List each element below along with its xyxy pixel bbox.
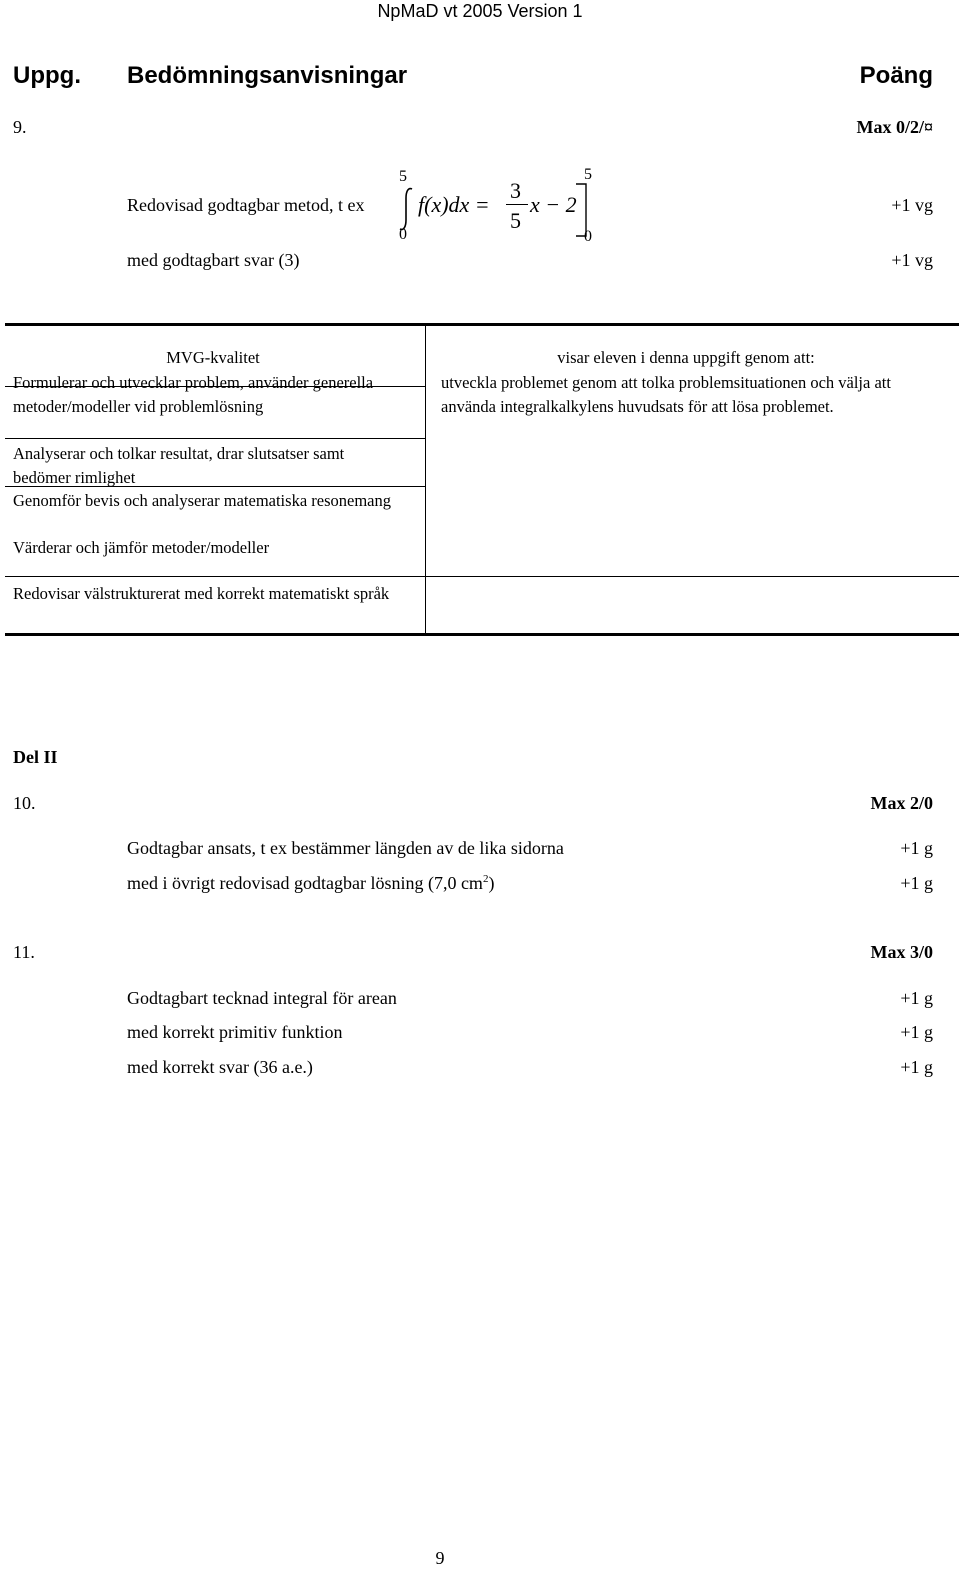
- unit-exponent: 2: [482, 873, 489, 885]
- mvg-criterion: Värderar och jämför metoder/modeller: [13, 538, 270, 557]
- table-row-divider: [425, 576, 959, 577]
- mvg-right-heading: visar eleven i denna uppgift genom att:: [557, 348, 815, 367]
- task-10-number: 10.: [13, 793, 36, 813]
- task-11-criterion-points: +1 g: [900, 988, 933, 1008]
- task-11-criterion: Godtagbart tecknad integral för arean: [127, 988, 397, 1008]
- task-9-criterion-answer: med godtagbart svar (3): [127, 250, 300, 270]
- mvg-criterion: Analyserar och tolkar resultat, drar slutsatser samt bedömer rimlighet: [13, 444, 345, 487]
- task-9-max: Max 0/2/¤: [856, 117, 933, 137]
- task-11-criterion: med korrekt svar (36 a.e.): [127, 1057, 313, 1077]
- task-11-number: 11.: [13, 942, 35, 962]
- task-9-criterion-method-points: +1 vg: [891, 195, 933, 215]
- document-header: NpMaD vt 2005 Version 1: [377, 1, 583, 21]
- formula-tail: x − 2: [530, 192, 577, 217]
- mvg-criterion: Genomför bevis och analyserar matematiska resonemang: [13, 491, 391, 510]
- page-number: 9: [435, 1548, 445, 1568]
- criterion-text-end: ): [488, 873, 495, 893]
- column-task-title: Uppg.: [13, 62, 81, 89]
- task-11-criterion-points: +1 g: [900, 1022, 933, 1042]
- task-9-number: 9.: [13, 117, 27, 137]
- table-row-divider: [5, 438, 425, 439]
- criterion-text: med i övrigt redovisad godtagbar lösning (7,0 cm: [127, 873, 483, 893]
- mvg-quality-table: [5, 323, 959, 636]
- column-guidelines-title: Bedömningsanvisningar: [127, 62, 408, 89]
- fraction-bar: [506, 204, 528, 205]
- integrand: f(x)dx =: [418, 192, 490, 217]
- bracket-upper-limit: 5: [584, 166, 592, 183]
- task-9-criterion-answer-points: +1 vg: [891, 250, 933, 270]
- mvg-criterion: Formulerar och utvecklar problem, använder generella metoder/modeller vid problemlösning: [13, 373, 374, 416]
- task-10-criterion: Godtagbar ansats, t ex bestämmer längden av de lika sidorna: [127, 838, 564, 858]
- integral-upper-limit: 5: [399, 168, 407, 185]
- table-row-divider: [5, 576, 425, 577]
- task-11-criterion: med korrekt primitiv funktion: [127, 1022, 343, 1042]
- mvg-heading: MVG-kvalitet: [166, 348, 260, 367]
- task-10-max: Max 2/0: [870, 793, 933, 813]
- integral-lower-limit: 0: [399, 226, 407, 243]
- column-points-title: Poäng: [859, 62, 933, 89]
- task-9-criterion-method: Redovisad godtagbar metod, t ex: [127, 195, 365, 215]
- mvg-criterion: Redovisar välstrukturerat med korrekt matematiskt språk: [13, 584, 390, 603]
- table-column-divider: [425, 326, 426, 633]
- task-11-criterion-points: +1 g: [900, 1057, 933, 1077]
- fraction-denominator: 5: [510, 208, 521, 233]
- task-11-max: Max 3/0: [870, 942, 933, 962]
- task-10-criterion-points: +1 g: [900, 838, 933, 858]
- fraction-numerator: 3: [510, 178, 521, 203]
- task-10-criterion: [127, 873, 494, 894]
- mvg-right-description: utveckla problemet genom att tolka problemsituationen och välja att använda integralkalkylens huvudsats för att lösa problemet.: [441, 373, 891, 416]
- task-10-criterion-points: +1 g: [900, 873, 933, 893]
- bracket-lower-limit: 0: [584, 228, 592, 245]
- section-title: Del II: [13, 747, 58, 767]
